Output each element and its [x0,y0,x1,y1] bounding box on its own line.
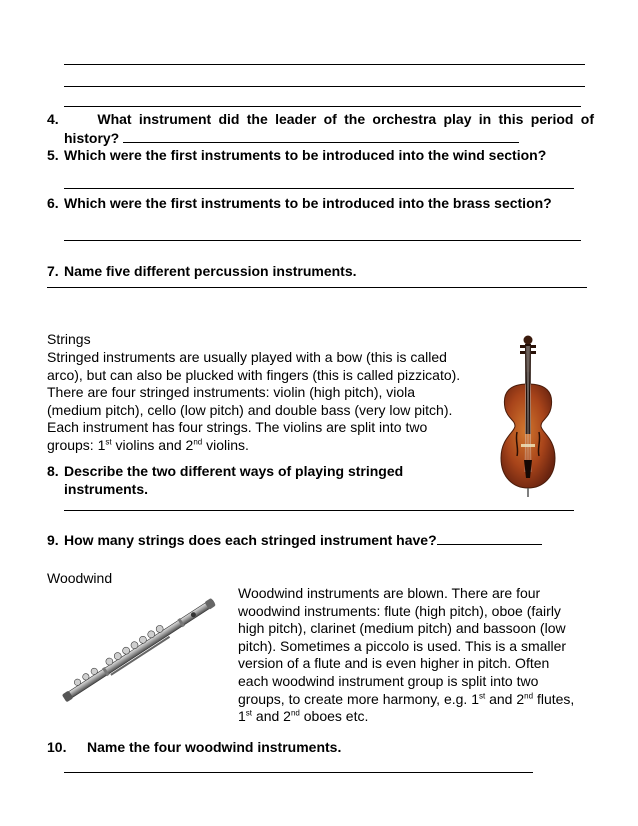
flute-illustration [50,590,230,710]
paragraph-line: groups: 1st violins and 2nd violins. [47,436,249,453]
question-8 [47,462,403,498]
answer-line[interactable] [64,106,581,107]
paragraph-line: 1st and 2nd oboes etc. [238,708,369,725]
question-text: history? [64,130,120,146]
question-10 [47,738,341,756]
answer-blank[interactable] [437,530,542,545]
answer-line[interactable] [64,772,533,773]
paragraph-line: arco), but can also be plucked with fingers (this is called pizzicato). [47,366,461,383]
question-5 [47,146,546,164]
question-number: 5. [47,147,59,163]
question-text: Describe the two different ways of playing stringed [64,463,404,479]
question-text: instruments. [64,481,149,497]
question-7 [47,262,357,280]
question-9 [47,530,542,549]
paragraph-line: groups, to create more harmony, e.g. 1st and 2nd flutes, [238,690,575,707]
paragraph-line: There are four stringed instruments: violin (high pitch), viola [47,384,416,401]
answer-line[interactable] [64,510,574,511]
paragraph-line: pitch). Sometimes a piccolo is used. This is a smaller [238,637,567,654]
question-text: Which were the first instruments to be introduced into the wind section? [64,147,547,163]
question-number: 6. [47,195,59,211]
question-text: Name five different percussion instruments. [64,263,357,279]
question-number: 8. [47,463,59,479]
answer-blank[interactable] [123,128,519,143]
answer-line[interactable] [64,188,574,189]
answer-line[interactable] [64,64,585,65]
woodwind-paragraph [238,585,574,726]
paragraph-line: Each instrument has four strings. The violins are split into two [47,419,428,436]
question-4 [47,110,594,147]
section-heading-woodwind: Woodwind [47,570,113,586]
paragraph-line: version of a flute and is even higher in pitch. Often [238,655,550,672]
answer-line[interactable] [64,86,585,87]
question-text: What instrument did the leader of the orchestra play in this period of [97,111,594,127]
cello-illustration [488,332,568,498]
paragraph-line: Stringed instruments are usually played with a bow (this is called [47,349,447,365]
question-number: 9. [47,532,59,548]
answer-line[interactable] [47,287,587,288]
paragraph-line: woodwind instruments: flute (high pitch), oboe (fairly [238,602,561,619]
paragraph-line: high pitch), clarinet (medium pitch) and bassoon (low [238,620,566,637]
paragraph-line: each woodwind instrument group is split into two [238,672,539,689]
strings-paragraph [47,349,460,455]
section-heading-strings: Strings [47,331,91,347]
answer-line[interactable] [64,240,581,241]
question-text: Which were the first instruments to be introduced into the brass section? [64,195,552,211]
paragraph-line: (medium pitch), cello (low pitch) and double bass (very low pitch). [47,401,453,418]
question-number: 4. [47,111,59,127]
question-text: Name the four woodwind instruments. [87,739,342,755]
question-6 [47,194,552,212]
paragraph-line: Woodwind instruments are blown. There are four [238,585,541,601]
question-number: 7. [47,263,59,279]
question-text: How many strings does each stringed instrument have? [64,532,437,548]
question-number: 10. [47,739,67,755]
